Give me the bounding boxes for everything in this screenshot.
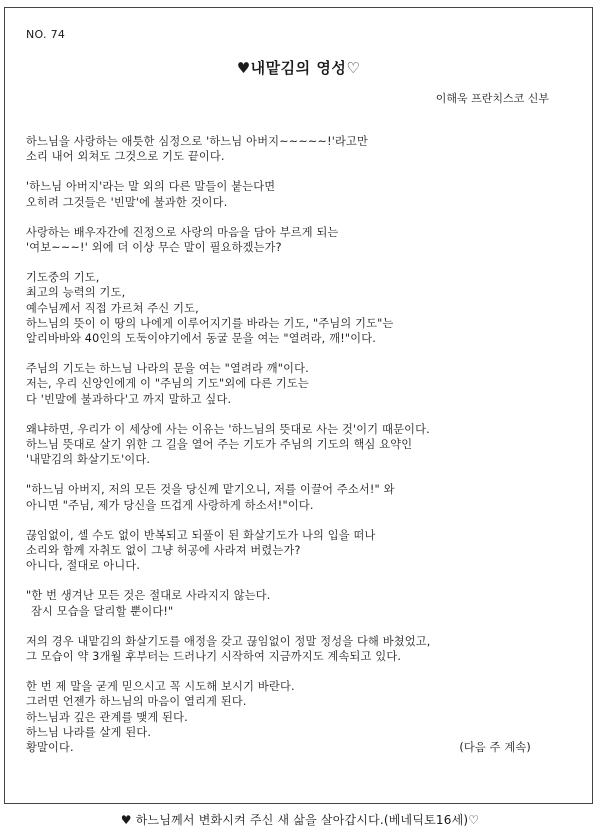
page-title: ♥내맡김의 영성♡ bbox=[236, 59, 361, 77]
body-paragraph bbox=[26, 179, 571, 209]
text-line: '하느님 아버지'라는 말 외의 다른 말들이 붙는다면 bbox=[26, 180, 276, 194]
issue-number: NO. 74 bbox=[26, 28, 66, 41]
body-paragraph bbox=[26, 528, 571, 574]
text-line: 저는, 우리 신앙인에게 이 "주님의 기도"외에 다른 기도는 bbox=[26, 377, 309, 391]
text-line: 주님의 기도는 하느님 나라의 문을 여는 "열려라 깨"이다. bbox=[26, 362, 309, 376]
body-paragraph bbox=[26, 634, 571, 664]
text-line: 왜냐하면, 우리가 이 세상에 사는 이유는 '하느님의 뜻대로 사는 것'이기 때문이다. bbox=[26, 422, 430, 436]
closing-line: 하느님과 깊은 관계를 맺게 된다. bbox=[26, 710, 188, 724]
footer-motto: ♥ 하느님께서 변화시켜 주신 새 삶을 살아갑시다.(베네딕토16세)♡ bbox=[120, 813, 480, 827]
body-paragraph bbox=[26, 422, 571, 468]
text-line: 다 '빈말에 불과하다'고 까지 말하고 싶다. bbox=[26, 392, 232, 406]
author-byline: 이해욱 프란치스코 신부 bbox=[435, 92, 549, 105]
text-line: 소리 내어 외쳐도 그것으로 기도 끝이다. bbox=[26, 150, 225, 164]
text-line: 아니다, 절대로 아니다. bbox=[26, 559, 141, 573]
quote-paragraph bbox=[26, 588, 571, 618]
text-line: '여보~~~!' 외에 더 이상 무슨 말이 필요하겠는가? bbox=[26, 241, 282, 255]
text-line: 예수님께서 직접 가르쳐 주신 기도, bbox=[26, 301, 199, 315]
text-line: 아니면 "주님, 제가 당신을 뜨겁게 사랑하게 하소서!"이다. bbox=[26, 498, 314, 512]
closing-line: 그러면 언젠가 하느님의 마음이 열리게 된다. bbox=[26, 695, 247, 709]
article-body bbox=[26, 134, 571, 770]
closing-last-row bbox=[26, 740, 571, 755]
closing-paragraph bbox=[26, 679, 571, 755]
text-line: 잠시 모습을 달리할 뿐이다!" bbox=[31, 604, 174, 618]
body-paragraph bbox=[26, 361, 571, 407]
text-line: 끊임없이, 셀 수도 없이 반복되고 되풀이 된 화살기도가 나의 입을 떠나 bbox=[26, 528, 376, 542]
text-line: 오히려 그것들은 '빈말'에 불과한 것이다. bbox=[26, 195, 228, 209]
text-line: 그 모습이 약 3개월 후부터는 드러나기 시작하여 지금까지도 계속되고 있다. bbox=[26, 650, 402, 664]
closing-line: 하느님 나라를 살게 된다. bbox=[26, 725, 152, 739]
closing-line: 한 번 제 말을 굳게 믿으시고 꼭 시도해 보시기 바란다. bbox=[26, 680, 295, 694]
body-paragraph bbox=[26, 482, 571, 512]
text-line: "한 번 생겨난 모든 것은 절대로 사라지지 않는다. bbox=[26, 589, 271, 603]
text-line: "하느님 아버지, 저의 모든 것을 당신께 맡기오니, 저를 이끌어 주소서!" 와 bbox=[26, 483, 395, 497]
text-line: 기도중의 기도, bbox=[26, 271, 100, 285]
continued-next-week: (다음 주 계속) bbox=[459, 741, 531, 755]
body-paragraph bbox=[26, 134, 571, 164]
text-line: 최고의 능력의 기도, bbox=[26, 286, 126, 300]
closing-last-line: 황말이다. bbox=[26, 741, 74, 755]
body-paragraph bbox=[26, 270, 571, 346]
body-paragraph bbox=[26, 225, 571, 255]
text-line: 알리바바와 40인의 도둑이야기에서 동굴 문을 여는 "열려라, 깨!"이다. bbox=[26, 332, 377, 346]
text-line: 하느님의 뜻이 이 땅의 나에게 이루어지기를 바라는 기도, "주님의 기도"는 bbox=[26, 316, 394, 330]
text-line: 저의 경우 내맡김의 화살기도를 애정을 갖고 끊임없이 정말 정성을 다해 바쳤었고, bbox=[26, 634, 431, 648]
page-frame bbox=[4, 7, 593, 804]
text-line: 하느님 뜻대로 살기 위한 그 길을 열어 주는 기도가 주님의 기도의 핵심 요약인 bbox=[26, 438, 413, 452]
text-line: 소리와 함께 자취도 없이 그냥 허공에 사라져 버렸는가? bbox=[26, 544, 301, 558]
text-line: 사랑하는 배우자간에 진정으로 사랑의 마음을 담아 부르게 되는 bbox=[26, 225, 339, 239]
text-line: '내맡김의 화살기도'이다. bbox=[26, 453, 151, 467]
text-line: 하느님을 사랑하는 애틋한 심정으로 '하느님 아버지~~~~~!'라고만 bbox=[26, 135, 369, 148]
